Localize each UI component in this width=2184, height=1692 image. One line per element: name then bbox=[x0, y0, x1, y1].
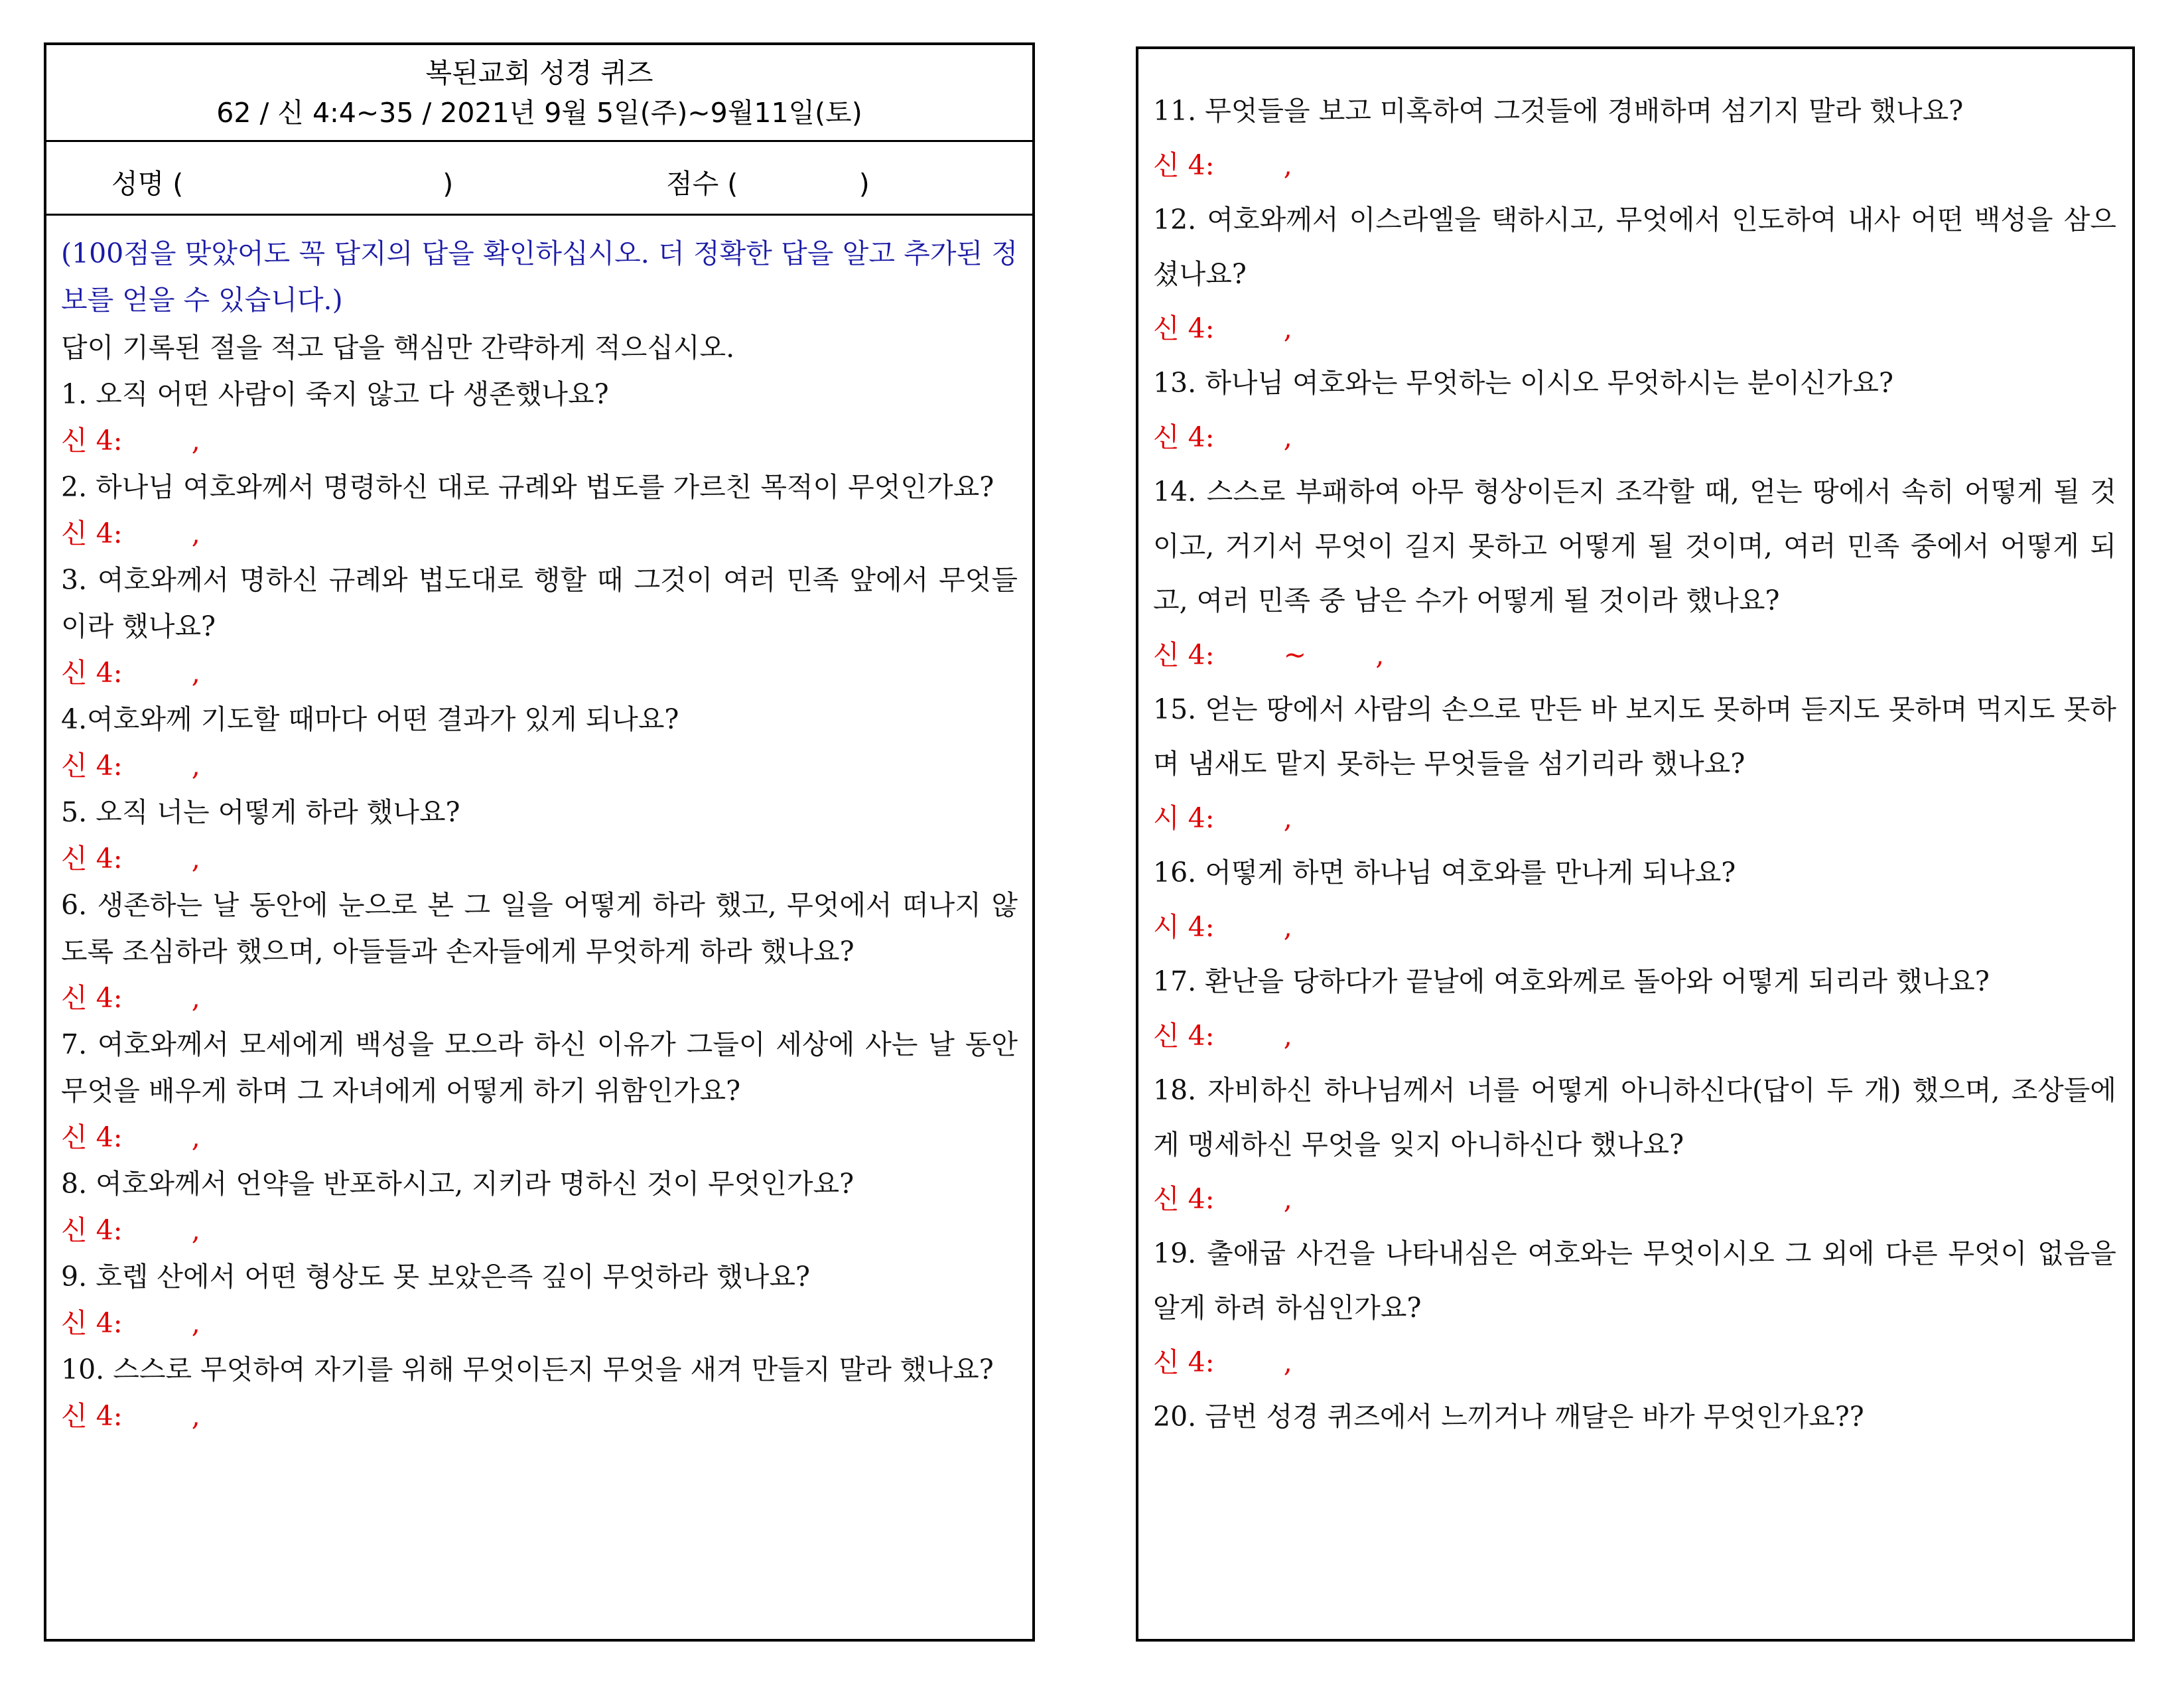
question-item bbox=[61, 882, 1018, 1021]
answer-blank[interactable]: 신 4: , bbox=[61, 425, 200, 457]
answer-blank[interactable]: 신 4: , bbox=[61, 750, 200, 782]
question-item bbox=[1153, 356, 2116, 464]
question-item bbox=[1153, 1226, 2116, 1389]
left-quiz-panel bbox=[44, 42, 1035, 1642]
question-item bbox=[1153, 1389, 2116, 1444]
question-text: 7. 여호와께서 모세에게 백성을 모으라 하신 이유가 그들이 세상에 사는 날 동안 무엇을 배우게 하며 그 자녀에게 어떻게 하기 위함인가요? bbox=[61, 1028, 1018, 1107]
answer-blank[interactable]: 신 4: , bbox=[61, 1121, 200, 1153]
question-text: 5. 오직 너는 어떻게 하라 했나요? bbox=[61, 796, 460, 828]
question-text: 16. 어떻게 하면 하나님 여호와를 만나게 되나요? bbox=[1153, 857, 1736, 888]
question-text: 14. 스스로 부패하여 아무 형상이든지 조각할 때, 얻는 땅에서 속히 어떻게 될 것이고, 거기서 무엇이 길지 못하고 어떻게 될 것이며, 여러 민족 중에서 어떻게 되고, 여러 민족 중 남은 수가 어떻게 될 것이라 했나요? bbox=[1153, 476, 2116, 616]
instruction-text: 답이 기록된 절을 적고 답을 핵심만 간략하게 적으십시오. bbox=[61, 332, 735, 364]
answer-blank[interactable]: 신 4: , bbox=[1153, 1183, 1292, 1215]
question-item bbox=[61, 1021, 1018, 1161]
question-item bbox=[61, 696, 1018, 789]
question-item bbox=[1153, 682, 2116, 845]
question-text: 2. 하나님 여호와께서 명령하신 대로 규례와 법도를 가르친 목적이 무엇인가요? bbox=[61, 471, 994, 503]
question-text: 13. 하나님 여호와는 무엇하는 이시오 무엇하시는 분이신가요? bbox=[1153, 367, 1893, 399]
answer-blank[interactable]: 신 4: ~ , bbox=[1153, 639, 1385, 671]
question-text: 4.여호와께 기도할 때마다 어떤 결과가 있게 되나요? bbox=[61, 703, 679, 735]
question-text: 3. 여호와께서 명하신 규례와 법도대로 행할 때 그것이 여러 민족 앞에서 무엇들이라 했나요? bbox=[61, 564, 1018, 642]
question-text: 15. 얻는 땅에서 사람의 손으로 만든 바 보지도 못하며 듣지도 못하며 먹지도 못하며 냄새도 맡지 못하는 무엇들을 섬기리라 했나요? bbox=[1153, 693, 2116, 780]
answer-blank[interactable]: 신 4: , bbox=[61, 843, 200, 875]
answer-blank[interactable]: 신 4: , bbox=[61, 657, 200, 689]
question-text: 17. 환난을 당하다가 끝날에 여호와께로 돌아와 어떻게 되리라 했나요? bbox=[1153, 965, 1990, 997]
question-text: 19. 출애굽 사건을 나타내심은 여호와는 무엇이시오 그 외에 다른 무엇이 없음을 알게 하려 하심인가요? bbox=[1153, 1237, 2116, 1324]
question-text: 9. 호렙 산에서 어떤 형상도 못 보았은즉 깊이 무엇하라 했나요? bbox=[61, 1261, 810, 1293]
answer-blank[interactable]: 신 4: , bbox=[61, 982, 200, 1014]
quiz-subtitle: 62 / 신 4:4~35 / 2021년 9월 5일(주)~9월11일(토) bbox=[216, 97, 862, 129]
question-item bbox=[1153, 954, 2116, 1063]
answer-blank[interactable]: 신 4: , bbox=[1153, 421, 1292, 453]
question-text: 20. 금번 성경 퀴즈에서 느끼거나 깨달은 바가 무엇인가요?? bbox=[1153, 1401, 1864, 1433]
question-item bbox=[61, 1346, 1018, 1439]
question-text: 18. 자비하신 하나님께서 너를 어떻게 아니하신다(답이 두 개) 했으며, 조상들에게 맹세하신 무엇을 잊지 아니하신다 했나요? bbox=[1153, 1074, 2116, 1161]
right-quiz-panel bbox=[1136, 46, 2135, 1642]
name-field-label[interactable]: 성명 ( ) bbox=[111, 168, 454, 200]
left-question-list bbox=[46, 216, 1032, 1439]
question-item bbox=[61, 1253, 1018, 1346]
answer-blank[interactable]: 신 4: , bbox=[61, 1307, 200, 1339]
answer-blank[interactable]: 신 4: , bbox=[1153, 1346, 1292, 1378]
question-item bbox=[61, 464, 1018, 557]
question-item bbox=[61, 789, 1018, 882]
score-field-label[interactable]: 점수 ( ) bbox=[666, 168, 870, 200]
question-text: 11. 무엇들을 보고 미혹하여 그것들에 경배하며 섬기지 말라 했나요? bbox=[1153, 95, 1964, 127]
answer-blank[interactable]: 시 4: , bbox=[1153, 802, 1292, 834]
answer-blank[interactable]: 신 4: , bbox=[1153, 1020, 1292, 1052]
question-item bbox=[61, 371, 1018, 464]
name-score-bar bbox=[46, 142, 1032, 216]
answer-blank[interactable]: 시 4: , bbox=[1153, 911, 1292, 943]
answer-blank[interactable]: 신 4: , bbox=[61, 518, 200, 549]
question-text: 10. 스스로 무엇하여 자기를 위해 무엇이든지 무엇을 새겨 만들지 말라 했나요? bbox=[61, 1354, 994, 1385]
question-item bbox=[1153, 464, 2116, 682]
question-text: 6. 생존하는 날 동안에 눈으로 본 그 일을 어떻게 하라 했고, 무엇에서 떠나지 않도록 조심하라 했으며, 아들들과 손자들에게 무엇하게 하라 했나요? bbox=[61, 889, 1018, 967]
question-item bbox=[1153, 84, 2116, 192]
quiz-header bbox=[46, 45, 1032, 142]
question-item bbox=[61, 557, 1018, 696]
answer-blank[interactable]: 신 4: , bbox=[1153, 149, 1292, 181]
question-item bbox=[1153, 192, 2116, 356]
answer-blank[interactable]: 신 4: , bbox=[61, 1214, 200, 1246]
question-item bbox=[1153, 845, 2116, 954]
notice-text: (100점을 맞았어도 꼭 답지의 답을 확인하십시오. 더 정확한 답을 알고 추가된 정보를 얻을 수 있습니다.) bbox=[61, 238, 1018, 316]
quiz-title: 복된교회 성경 퀴즈 bbox=[425, 57, 653, 89]
answer-blank[interactable]: 신 4: , bbox=[61, 1400, 200, 1432]
question-item bbox=[1153, 1063, 2116, 1226]
question-text: 8. 여호와께서 언약을 반포하시고, 지키라 명하신 것이 무엇인가요? bbox=[61, 1168, 854, 1200]
question-item bbox=[61, 1161, 1018, 1253]
answer-blank[interactable]: 신 4: , bbox=[1153, 313, 1292, 344]
question-text: 1. 오직 어떤 사람이 죽지 않고 다 생존했나요? bbox=[61, 378, 609, 410]
right-question-list bbox=[1138, 49, 2132, 1444]
question-text: 12. 여호와께서 이스라엘을 택하시고, 무엇에서 인도하여 내사 어떤 백성을 삼으셨나요? bbox=[1153, 204, 2116, 290]
